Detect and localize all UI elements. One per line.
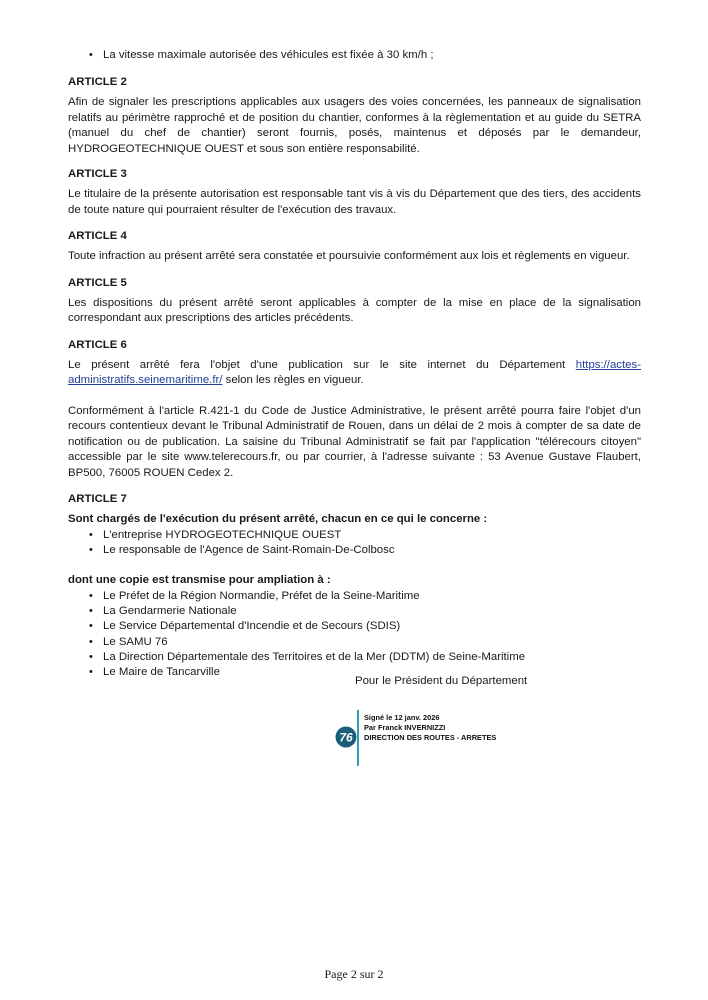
article-6-heading: ARTICLE 6: [68, 338, 127, 351]
recours-text: Conformément à l'article R.421-1 du Code de Justice Administrative, le présent arrêté pourra faire l'objet d'un recours contentieux devant le Tribunal Administratif de Rouen, dans un délai de 2 mois à compter de sa date de notification ou de publication. La saisine du Tribunal Administratif se fait par l'application "télérecours citoyen" accessible par le site www.telerecours.fr, ou par courrier, à l'adresse suivante : 53 Avenue Gustave Flaubert, BP500, 76005 ROUEN Cedex 2.: [68, 404, 641, 479]
speed-limit-list: [68, 48, 641, 63]
charges-list: [68, 528, 641, 559]
copies-list: [68, 589, 641, 681]
document-page: [68, 48, 641, 681]
article-6-text: Le présent arrêté fera l'objet d'une publication sur le site internet du Département https://actes-administratifs.seinemaritime.fr/ selon les règles en vigueur.: [68, 358, 641, 387]
svg-text:76: 76: [339, 730, 353, 745]
stamp-divider: [357, 710, 359, 766]
department-76-logo-icon: [335, 726, 357, 748]
list-item: • La Gendarmerie Nationale: [68, 604, 641, 619]
signature-stamp: [335, 710, 515, 768]
article-5-heading: ARTICLE 5: [68, 276, 127, 289]
article-3-heading: ARTICLE 3: [68, 168, 127, 181]
article-2-text: Afin de signaler les prescriptions applicables aux usagers des voies concernées, les panneaux de signalisation relatifs au périmètre rapproché et de position du chantier, conformes à la règlementation et au guide du SETRA (manuel du chef de chantier) seront fournis, posés, maintenus et déposés par le demandeur, HYDROGEOTECHNIQUE OUEST et sous son entière responsabilité.: [68, 96, 641, 155]
article-3-text: Le titulaire de la présente autorisation est responsable tant vis à vis du Département que des tiers, des accidents de toute nature qui pourraient résulter de l'exécution des travaux.: [68, 188, 641, 216]
article-4-heading: ARTICLE 4: [68, 230, 127, 243]
list-item: • Le Service Départemental d'Incendie et de Secours (SDIS): [68, 619, 641, 634]
signature-line: Pour le Président du Département: [355, 675, 528, 687]
list-item: • Le Maire de Tancarville: [68, 665, 641, 680]
charges-title: Sont chargés de l'exécution du présent arrêté, chacun en ce qui le concerne :: [68, 513, 488, 526]
article-7-heading: ARTICLE 7: [68, 493, 127, 506]
page-number: Page 2 sur 2: [324, 967, 384, 981]
list-item: • Le SAMU 76: [68, 635, 641, 650]
list-item: • La vitesse maximale autorisée des véhicules est fixée à 30 km/h ;: [68, 48, 641, 63]
publication-link[interactable]: https://actes-administratifs.seinemaritime.fr/: [68, 358, 641, 387]
stamp-text: [364, 713, 496, 743]
article-2-heading: ARTICLE 2: [68, 76, 127, 89]
list-item: • Le Préfet de la Région Normandie, Préfet de la Seine-Maritime: [68, 589, 641, 604]
copie-title: dont une copie est transmise pour ampliation à :: [68, 574, 331, 587]
signed-date: Signé le 12 janv. 2026: [364, 713, 440, 722]
list-item: • La Direction Départementale des Territoires et de la Mer (DDTM) de Seine-Maritime: [68, 650, 641, 665]
list-item: • Le responsable de l'Agence de Saint-Romain-De-Colbosc: [68, 543, 641, 558]
article-5-text: Les dispositions du présent arrêté seront applicables à compter de la mise en place de la signalisation correspondant aux prescriptions des articles précédents.: [68, 296, 641, 325]
list-item: • L'entreprise HYDROGEOTECHNIQUE OUEST: [68, 528, 641, 543]
article-4-text: Toute infraction au présent arrêté sera constatée et poursuivie conformément aux lois et règlements en vigueur.: [68, 250, 630, 263]
signed-direction: DIRECTION DES ROUTES - ARRETES: [364, 733, 497, 742]
signed-by: Par Franck INVERNIZZI: [364, 723, 446, 732]
